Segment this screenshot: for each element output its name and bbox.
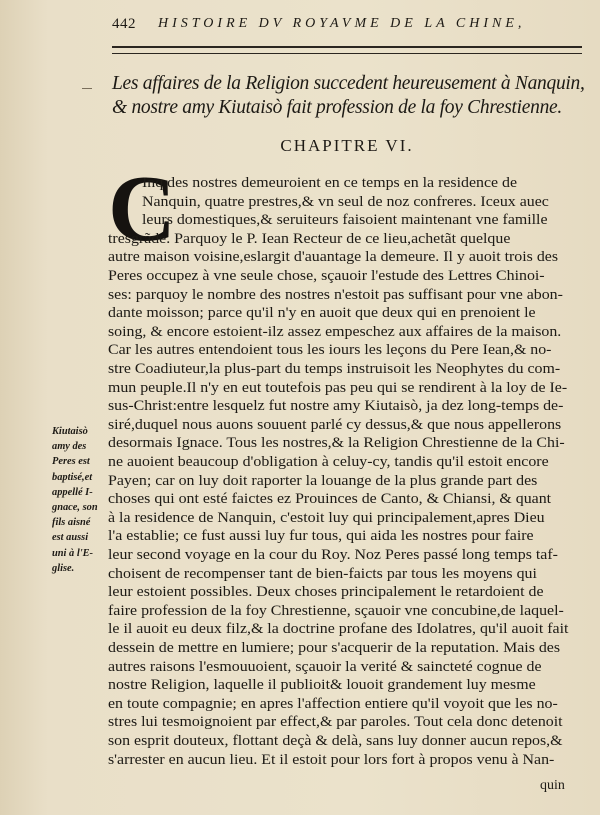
body-line: mun peuple.Il n'y en eut toutefois pas peu qui se rendirent à la loy de Ie- bbox=[108, 379, 568, 396]
body-line: stre Coadiuteur,la plus-part du temps instruisoit les Neophytes du com- bbox=[108, 361, 561, 377]
body-line: stres lui tesmoignoient par effect,& par paroles. Tout cela donc detenoit bbox=[108, 714, 563, 731]
body-line: Payen; car on luy doit raporter la louange de la plus grande part des bbox=[108, 472, 538, 489]
body-line: choses qui ont esté faictes ez Prouinces de Canto, & Chiansi, & quant bbox=[108, 491, 552, 508]
body-line: leurs domestiques,& seruiteurs faisoient maintenant vne famille bbox=[142, 212, 548, 229]
margin-mark bbox=[82, 88, 92, 89]
margin-note-line: gnace, son bbox=[52, 502, 98, 514]
chapter-heading: CHAPITRE VI. bbox=[280, 136, 414, 155]
margin-note-line: Peres est bbox=[52, 456, 90, 468]
body-line: s'arrester en aucun lieu. Et il estoit pour lors fort à propos venu à Nan- bbox=[108, 751, 555, 768]
margin-note-line: glise. bbox=[52, 562, 75, 574]
body-line: leur second voyage en la cour du Roy. Noz Peres passé long temps taf- bbox=[108, 547, 558, 563]
section-title-line: Les affaires de la Religion succedent heureusement à Nanquin, bbox=[112, 73, 585, 94]
body-line: Peres occupez à vne seule chose, sçauoir l'estude des Lettres Chinoi- bbox=[108, 268, 545, 284]
margin-note-line: appellé I- bbox=[52, 486, 93, 498]
margin-note bbox=[52, 424, 110, 576]
body-line: dante moisson; parce qu'il n'y en auoit que deux qui en prenoient le bbox=[108, 305, 536, 322]
margin-note-line: fils aisné bbox=[52, 517, 91, 529]
body-line: dessein de mettre en lumiere; pour s'acquerir de la reputation. Mais des bbox=[108, 640, 561, 656]
page-header bbox=[112, 16, 582, 40]
drop-cap: C bbox=[108, 157, 176, 261]
body-line: siré,duquel nous auons souuent parlé cy dessus,& que nous appellerons bbox=[108, 416, 562, 433]
section-title-line: & nostre amy Kiutaisò fait profession de la foy Chrestienne. bbox=[112, 97, 562, 118]
body-line: soing, & encore estoient-ilz assez empeschez aux affaires de la maison. bbox=[108, 323, 562, 340]
body-line: desormais Ignace. Tous les nostres,& la Religion Chrestienne de la Chi- bbox=[108, 435, 565, 452]
margin-note-line: est aussi bbox=[52, 532, 89, 544]
body-line: choisent de recompenser tant de bien-faicts par tous les moyens qui bbox=[108, 565, 537, 582]
body-line: autres raisons l'esmouuoient, sçauoir la verité & saincteté cognue de bbox=[108, 658, 542, 675]
margin-note-line: Kiutaisò bbox=[52, 426, 88, 437]
catchword: quin bbox=[540, 778, 565, 793]
body-line: faire profession de la foy Chrestienne, sçauoir vne concubine,de laquel- bbox=[108, 602, 564, 619]
body-line: nostre Religion, laquelle il publioit& louoit grandement luy mesme bbox=[108, 677, 536, 694]
body-line: Inq des nostres demeuroient en ce temps en la residence de bbox=[142, 175, 518, 191]
running-head: HISTOIRE DV ROYAVME DE LA CHINE, bbox=[158, 16, 526, 31]
body-line: son esprit douteux, flottant deçà & delà, sans luy donner aucun repos,& bbox=[108, 733, 563, 749]
margin-note-line: baptisé,et bbox=[52, 471, 93, 483]
body-line: Car les autres entendoient tous les iours les leçons du Pere Iean,& no- bbox=[108, 342, 552, 359]
section-title bbox=[112, 72, 585, 120]
body-line: Nanquin, quatre prestres,& vn seul de noz confreres. Iceux auec bbox=[142, 193, 549, 210]
header-rule bbox=[112, 46, 582, 54]
body-line: sus-Christ:entre lesquelz fut nostre amy Kiutaisò, ja dez long-temps de- bbox=[108, 398, 564, 415]
body-line: ses: parquoy le nombre des nostres n'estoit pas suffisant pour vne abon- bbox=[108, 286, 563, 303]
page-number: 442 bbox=[112, 16, 136, 32]
body-line: tresgrãde. Parquoy le P. Iean Recteur de ce lieu,achetãt quelque bbox=[108, 230, 511, 247]
body-line: autre maison voisine,eslargit d'auantage la demeure. Il y auoit trois des bbox=[108, 249, 559, 266]
body-line: leur estoient possibles. Deux choses principalement le retardoient de bbox=[108, 584, 544, 601]
body-line: l'a establie; ce fust aussi luy fur tous, qui aida les nostres pour faire bbox=[108, 528, 534, 545]
body-line: le il auoit eu deux filz,& la doctrine profane des Idolatres, qu'il auoit fait bbox=[108, 621, 569, 638]
margin-note-line: amy des bbox=[52, 441, 87, 453]
body-line: à la residence de Nanquin, c'estoit luy qui principalement,apres Dieu bbox=[108, 509, 545, 526]
body-line: en toute compagnie; en apres l'affection entiere qu'il voyoit que les no- bbox=[108, 695, 558, 712]
body-line: ne auoient beaucoup d'obligation à celuy-cy, tandis qu'il estoit encore bbox=[108, 454, 549, 470]
margin-note-line: uni à l'E- bbox=[52, 547, 93, 559]
